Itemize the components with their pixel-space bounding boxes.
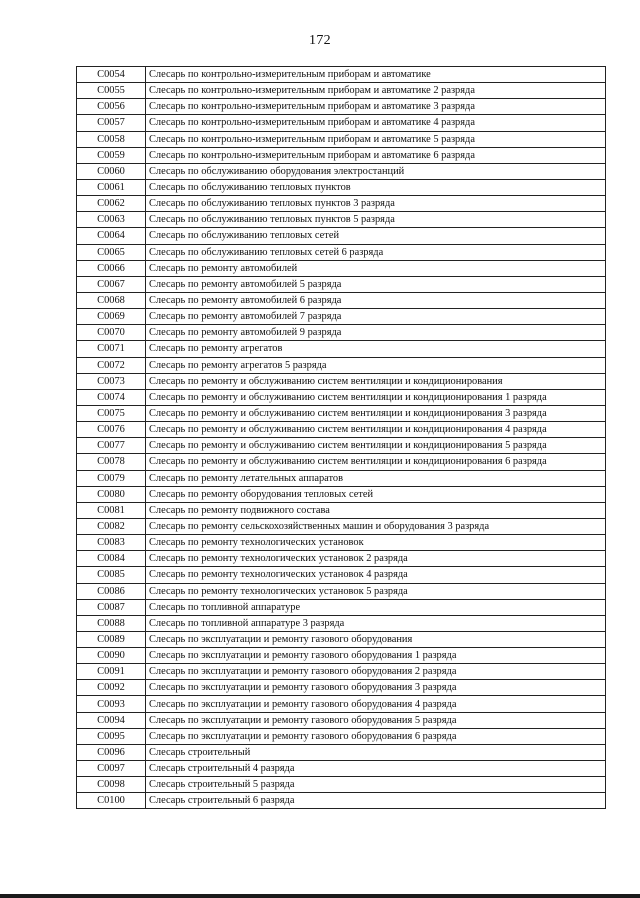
table-row — [77, 744, 606, 760]
row-title: Слесарь по ремонту летательных аппаратов — [146, 470, 606, 486]
row-title: Слесарь по эксплуатации и ремонту газового оборудования 6 разряда — [146, 728, 606, 744]
row-title: Слесарь по ремонту технологических установок 2 разряда — [146, 551, 606, 567]
table-row — [77, 664, 606, 680]
row-code: C0065 — [77, 244, 146, 260]
row-title: Слесарь по контрольно-измерительным приборам и автоматике 2 разряда — [146, 83, 606, 99]
row-code: C0088 — [77, 615, 146, 631]
table-row — [77, 728, 606, 744]
row-title: Слесарь по эксплуатации и ремонту газового оборудования 2 разряда — [146, 664, 606, 680]
row-title: Слесарь по эксплуатации и ремонту газового оборудования — [146, 631, 606, 647]
row-code: C0059 — [77, 147, 146, 163]
row-title: Слесарь по ремонту технологических установок 5 разряда — [146, 583, 606, 599]
table-row — [77, 83, 606, 99]
page-number: 172 — [309, 33, 331, 48]
row-code: C0098 — [77, 777, 146, 793]
row-title: Слесарь по обслуживанию тепловых пунктов 3 разряда — [146, 196, 606, 212]
row-code: C0084 — [77, 551, 146, 567]
row-title: Слесарь по контрольно-измерительным приборам и автоматике 4 разряда — [146, 115, 606, 131]
row-code: C0079 — [77, 470, 146, 486]
row-code: C0076 — [77, 422, 146, 438]
row-title: Слесарь по ремонту и обслуживанию систем вентиляции и кондиционирования 5 разряда — [146, 438, 606, 454]
row-code: C0067 — [77, 276, 146, 292]
table-row — [77, 357, 606, 373]
row-title: Слесарь по ремонту технологических установок — [146, 535, 606, 551]
row-title: Слесарь по эксплуатации и ремонту газового оборудования 4 разряда — [146, 696, 606, 712]
row-title: Слесарь строительный 4 разряда — [146, 761, 606, 777]
table-body — [77, 67, 606, 809]
table-row — [77, 163, 606, 179]
row-code: C0056 — [77, 99, 146, 115]
row-title: Слесарь по обслуживанию тепловых пунктов — [146, 179, 606, 195]
row-code: C0093 — [77, 696, 146, 712]
row-title: Слесарь по ремонту и обслуживанию систем вентиляции и кондиционирования 6 разряда — [146, 454, 606, 470]
row-code: C0069 — [77, 309, 146, 325]
table-row — [77, 115, 606, 131]
row-title: Слесарь по эксплуатации и ремонту газового оборудования 1 разряда — [146, 648, 606, 664]
row-title: Слесарь по топливной аппаратуре 3 разряда — [146, 615, 606, 631]
row-title: Слесарь по эксплуатации и ремонту газового оборудования 3 разряда — [146, 680, 606, 696]
row-code: C0058 — [77, 131, 146, 147]
table-row — [77, 325, 606, 341]
row-title: Слесарь по обслуживанию оборудования электростанций — [146, 163, 606, 179]
table-row — [77, 486, 606, 502]
row-code: C0100 — [77, 793, 146, 809]
table-row — [77, 244, 606, 260]
table-row — [77, 583, 606, 599]
table-row — [77, 454, 606, 470]
row-code: C0090 — [77, 648, 146, 664]
row-code: C0092 — [77, 680, 146, 696]
row-code: C0087 — [77, 599, 146, 615]
row-code: C0064 — [77, 228, 146, 244]
table-row — [77, 615, 606, 631]
table-row — [77, 502, 606, 518]
table-row — [77, 793, 606, 809]
row-code: C0085 — [77, 567, 146, 583]
row-title: Слесарь строительный 6 разряда — [146, 793, 606, 809]
row-title: Слесарь по контрольно-измерительным приборам и автоматике 5 разряда — [146, 131, 606, 147]
row-title: Слесарь по ремонту сельскохозяйственных машин и оборудования 3 разряда — [146, 518, 606, 534]
table-row — [77, 761, 606, 777]
row-title: Слесарь по обслуживанию тепловых сетей 6 разряда — [146, 244, 606, 260]
row-code: C0075 — [77, 405, 146, 421]
row-code: C0054 — [77, 67, 146, 83]
row-code: C0073 — [77, 373, 146, 389]
table-row — [77, 147, 606, 163]
table-row — [77, 438, 606, 454]
row-title: Слесарь по ремонту автомобилей 7 разряда — [146, 309, 606, 325]
table-row — [77, 179, 606, 195]
table-row — [77, 648, 606, 664]
row-code: C0071 — [77, 341, 146, 357]
table-row — [77, 131, 606, 147]
row-code: C0083 — [77, 535, 146, 551]
row-code: C0094 — [77, 712, 146, 728]
row-code: C0082 — [77, 518, 146, 534]
table-row — [77, 405, 606, 421]
row-code: C0055 — [77, 83, 146, 99]
table-row — [77, 276, 606, 292]
row-code: C0095 — [77, 728, 146, 744]
table-row — [77, 696, 606, 712]
row-code: C0061 — [77, 179, 146, 195]
table-row — [77, 518, 606, 534]
row-title: Слесарь по ремонту автомобилей 6 разряда — [146, 292, 606, 308]
table-row — [77, 196, 606, 212]
table-row — [77, 422, 606, 438]
table-row — [77, 470, 606, 486]
row-title: Слесарь по топливной аппаратуре — [146, 599, 606, 615]
table-row — [77, 680, 606, 696]
table-row — [77, 389, 606, 405]
row-code: C0063 — [77, 212, 146, 228]
row-title: Слесарь по ремонту подвижного состава — [146, 502, 606, 518]
row-title: Слесарь по ремонту автомобилей — [146, 260, 606, 276]
table-row — [77, 712, 606, 728]
row-title: Слесарь по ремонту и обслуживанию систем вентиляции и кондиционирования — [146, 373, 606, 389]
table-row — [77, 212, 606, 228]
table-row — [77, 292, 606, 308]
table-row — [77, 599, 606, 615]
scan-bottom-edge — [0, 894, 640, 898]
row-title: Слесарь по контрольно-измерительным приборам и автоматике 3 разряда — [146, 99, 606, 115]
row-code: C0097 — [77, 761, 146, 777]
row-code: C0070 — [77, 325, 146, 341]
row-code: C0066 — [77, 260, 146, 276]
row-title: Слесарь по ремонту и обслуживанию систем вентиляции и кондиционирования 4 разряда — [146, 422, 606, 438]
table-row — [77, 99, 606, 115]
table-row — [77, 341, 606, 357]
row-title: Слесарь строительный 5 разряда — [146, 777, 606, 793]
table-row — [77, 535, 606, 551]
row-title: Слесарь по ремонту оборудования тепловых сетей — [146, 486, 606, 502]
row-title: Слесарь по ремонту автомобилей 9 разряда — [146, 325, 606, 341]
row-code: C0060 — [77, 163, 146, 179]
row-code: C0074 — [77, 389, 146, 405]
row-code: C0057 — [77, 115, 146, 131]
row-code: C0072 — [77, 357, 146, 373]
table-row — [77, 567, 606, 583]
row-title: Слесарь по ремонту и обслуживанию систем вентиляции и кондиционирования 1 разряда — [146, 389, 606, 405]
row-title: Слесарь по ремонту технологических установок 4 разряда — [146, 567, 606, 583]
row-title: Слесарь по обслуживанию тепловых сетей — [146, 228, 606, 244]
table-row — [77, 260, 606, 276]
row-title: Слесарь по обслуживанию тепловых пунктов 5 разряда — [146, 212, 606, 228]
row-title: Слесарь по ремонту агрегатов 5 разряда — [146, 357, 606, 373]
row-code: C0078 — [77, 454, 146, 470]
row-code: C0091 — [77, 664, 146, 680]
table-row — [77, 551, 606, 567]
table-row — [77, 228, 606, 244]
row-code: C0089 — [77, 631, 146, 647]
table-row — [77, 67, 606, 83]
row-title: Слесарь строительный — [146, 744, 606, 760]
table-row — [77, 309, 606, 325]
profession-code-table — [76, 66, 606, 809]
row-code: C0080 — [77, 486, 146, 502]
row-title: Слесарь по контрольно-измерительным приборам и автоматике 6 разряда — [146, 147, 606, 163]
row-title: Слесарь по контрольно-измерительным приборам и автоматике — [146, 67, 606, 83]
table-row — [77, 373, 606, 389]
row-code: C0068 — [77, 292, 146, 308]
row-code: C0062 — [77, 196, 146, 212]
row-title: Слесарь по ремонту агрегатов — [146, 341, 606, 357]
row-title: Слесарь по эксплуатации и ремонту газового оборудования 5 разряда — [146, 712, 606, 728]
row-title: Слесарь по ремонту и обслуживанию систем вентиляции и кондиционирования 3 разряда — [146, 405, 606, 421]
row-code: C0096 — [77, 744, 146, 760]
row-code: C0086 — [77, 583, 146, 599]
row-code: C0081 — [77, 502, 146, 518]
table-row — [77, 631, 606, 647]
row-title: Слесарь по ремонту автомобилей 5 разряда — [146, 276, 606, 292]
row-code: C0077 — [77, 438, 146, 454]
table-row — [77, 777, 606, 793]
